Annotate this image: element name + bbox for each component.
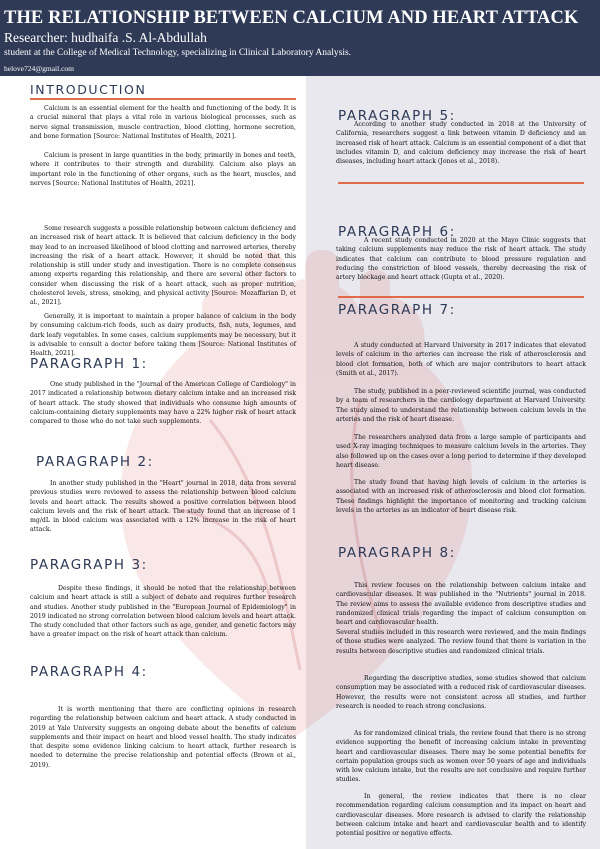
email: helove724@gmail.com bbox=[4, 64, 75, 73]
paragraph-3-heading: PARAGRAPH 3: bbox=[30, 557, 148, 573]
paragraph-2-heading: PARAGRAPH 2: bbox=[36, 454, 154, 470]
divider bbox=[30, 98, 296, 100]
paragraph-7-p1: A study conducted at Harvard University in 2017 indicates that elevated levels of calcium in the arteries can increase the risk of atherosclerosis and blood clot formation, both of which are major contributors to heart attack (Smith et al., 2017). bbox=[336, 342, 586, 377]
paragraph-2-text: In another study published in the "Heart" journal in 2018, data from several previous studies were reviewed to assess the relationship between blood calcium levels and heart attack. The results showed a positive correlation between blood calcium levels and the risk of heart attack. The study found that an increase of 1 mg/dL in blood calcium was associated with a 12% increase in the risk of heart attack. bbox=[30, 480, 296, 534]
paragraph-7-p2: The study, published in a peer-reviewed scientific journal, was conducted by a team of researchers in the cardiology department at Harvard University. The study aimed to understand the relationship between calcium levels in the arteries and the risk of heart disease. bbox=[336, 388, 586, 423]
paragraph-7-heading: PARAGRAPH 7: bbox=[338, 302, 456, 318]
paragraph-8-p2: Regarding the descriptive studies, some studies showed that calcium consumption may be associated with a reduced risk of cardiovascular diseases. However, the results were not consistent across all studies, and further research is needed to reach strong conclusions. bbox=[336, 675, 586, 710]
affiliation: student at the College of Medical Technology, specializing in Clinical Laboratory Analysis. bbox=[4, 48, 352, 58]
divider bbox=[338, 182, 584, 184]
paragraph-6-heading: PARAGRAPH 6: bbox=[338, 224, 456, 240]
paragraph-4-heading: PARAGRAPH 4: bbox=[30, 664, 148, 680]
paragraph-8-p4: In general, the review indicates that there is no clear recommendation regarding calcium consumption and its impact on heart and cardiovascular diseases. More research is advised to clarify the relationship between calcium intake and heart and cardiovascular health and to identify potential positive or negative effects. bbox=[336, 793, 586, 838]
paragraph-1-text: One study published in the "Journal of the American College of Cardiology" in 2017 indicated a relationship between dietary calcium intake and an increased risk of heart attack. The study showed that individuals who consume high amounts of calcium-containing dietary supplements may have a 22% higher risk of heart attack compared to those who do not take such supplements. bbox=[30, 381, 296, 426]
paragraph-8-p1b: Several studies included in this research were reviewed, and the main findings of those studies were analyzed. The review found that there is variation in the results between descriptive studies and randomized clinical trials. bbox=[336, 629, 586, 655]
paragraph-1-heading: PARAGRAPH 1: bbox=[30, 356, 148, 372]
intro-p1: Calcium is an essential element for the health and functioning of the body. It is a crucial mineral that plays a vital role in various biological processes, such as nerve signal transmission, muscle contraction, blood clotting, hormone secretion, and bone formation [Source: National Institutes of Health, 2021]. bbox=[30, 105, 296, 140]
paragraph-3-text: Despite these findings, it should be noted that the relationship between calcium and heart attack is still a subject of debate and requires further research and studies. Another study published in the "European Journal of Epidemiology" in 2019 indicated no strong correlation between blood calcium levels and heart attack. The study concluded that other factors such as age, gender, and genetic factors may have a greater impact on the risk of heart attack than calcium. bbox=[30, 585, 296, 639]
paragraph-5-text: According to another study conducted in 2018 at the University of California, researchers suggest a link between vitamin D deficiency and an increased risk of heart attack. Calcium is an essential component of a diet that includes vitamin D, and calcium deficiency may increase the risk of heart diseases, including heart attack (Jones et al., 2018). bbox=[336, 121, 586, 166]
paragraph-5-heading: PARAGRAPH 5: bbox=[338, 108, 456, 124]
paragraph-8-p1: This review focuses on the relationship between calcium intake and cardiovascular diseases. It was published in the "Nutrients" journal in 2018. The review aims to assess the available evidence from descriptive studies and randomized clinical trials regarding the impact of calcium consumption on heart and cardiovascular health. bbox=[336, 582, 586, 627]
paragraph-6-text: A recent study conducted in 2020 at the Mayo Clinic suggests that taking calcium supplements may reduce the risk of heart attack. The study indicates that calcium can contribute to blood pressure regulation and reducing the constriction of blood vessels, thereby decreasing the risk of artery blockage and heart attack (Gupta et al., 2020). bbox=[336, 237, 586, 282]
divider bbox=[338, 296, 584, 298]
intro-p2: Calcium is present in large quantities in the body, primarily in bones and teeth, where it contributes to their strength and durability. Calcium also plays an important role in the functioning of other organs, such as the heart, muscles, and nerves [Source: National Institutes of Health, 2021]. bbox=[30, 152, 296, 187]
intro-heading: INTRODUCTION bbox=[30, 82, 147, 97]
intro-p4: Generally, it is important to maintain a proper balance of calcium in the body by consuming calcium-rich foods, such as dairy products, fish, nuts, legumes, and dark leafy vegetables. In some cases, calcium supplements may be necessary, but it is advisable to consult a doctor before taking them [Source: National Institutes of Health, 2021]. bbox=[30, 313, 296, 358]
paragraph-4-text: It is worth mentioning that there are conflicting opinions in research regarding the relationship between calcium and heart attack. A study conducted in 2019 at Yale University suggests an ongoing debate about the benefits of calcium supplements and their impact on heart and blood vessel health. The study indicates that despite some evidence linking calcium to heart attack, further research is needed to determine the precise relationship and potential effects (Brown et al., 2019). bbox=[30, 706, 296, 769]
paragraph-8-heading: PARAGRAPH 8: bbox=[338, 545, 456, 561]
poster-title: THE RELATIONSHIP BETWEEN CALCIUM AND HEART ATTACK bbox=[4, 8, 579, 28]
paragraph-8-p3: As for randomized clinical trials, the review found that there is no strong evidence supporting the benefit of increasing calcium intake in preventing heart and cardiovascular diseases. There may be some potential benefits for certain population groups such as women over 50 years of age and individuals with low calcium intake, but the results are not conclusive and require further studies. bbox=[336, 730, 586, 784]
intro-p3: Some research suggests a possible relationship between calcium deficiency and an increased risk of heart attack. It is believed that calcium deficiency in the body may lead to an increased likelihood of blood clotting and narrowed arteries, thereby increasing the risk of a heart attack. However, it should be noted that this relationship is still under study and investigation. There is no complete consensus among experts regarding this relationship, and there are several other factors to consider when discussing the risk of a heart attack, such as proper nutrition, cholesterol levels, stress, smoking, and physical activity [Source: Mozaffarian D, et al., 2021]. bbox=[30, 225, 296, 307]
paragraph-7-p3: The researchers analyzed data from a large sample of participants and used X-ray imaging techniques to measure calcium levels in the arteries. They also followed up on the cases over a long period to determine if they developed heart disease. bbox=[336, 434, 586, 469]
researcher-name: Researcher: hudhaifa .S. Al-Abdullah bbox=[4, 30, 207, 45]
paragraph-7-p4: The study found that having high levels of calcium in the arteries is associated with an increased risk of atherosclerosis and blood clot formation. These findings highlight the importance of monitoring and tracking calcium levels in the arteries as an indicator of heart disease risk. bbox=[336, 479, 586, 514]
poster-header bbox=[0, 0, 600, 76]
